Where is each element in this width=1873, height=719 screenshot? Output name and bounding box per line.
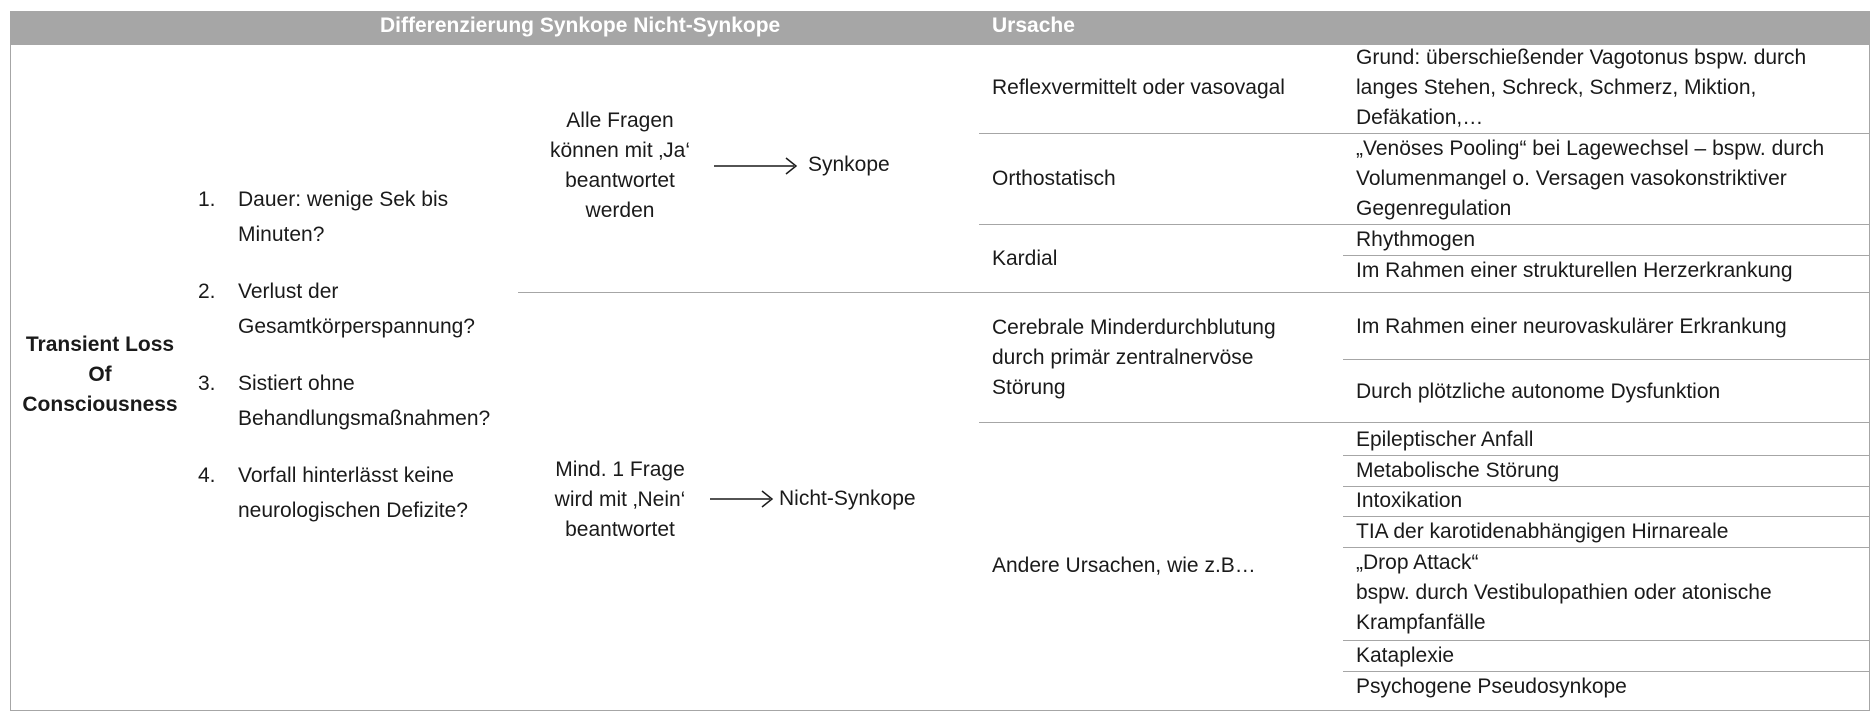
cause-kardial-rhythm: Rhythmogen	[1356, 228, 1476, 251]
header-bar	[10, 11, 1870, 45]
criterion-1: 1. Dauer: wenige Sek bis Minuten?	[198, 188, 449, 246]
other-intoxication: Intoxikation	[1356, 489, 1463, 512]
cause-reflex-label: Reflexvermittelt oder vasovagal	[992, 76, 1285, 99]
cause-kardial-structural: Im Rahmen einer strukturellen Herzerkrankung	[1356, 259, 1793, 282]
criterion-3: 3. Sistiert ohne Behandlungsmaßnahmen?	[198, 372, 491, 430]
cause-ortho-detail: „Venöses Pooling“ bei Lagewechsel – bspw. durch Volumenmangel o. Versagen vasokonstriktiver Gegenregulation	[1356, 137, 1825, 220]
yes-condition: Alle Fragen können mit ‚Ja‘ beantwortet werden	[549, 109, 691, 222]
arrow-right-icon	[712, 155, 800, 177]
criterion-2: 2. Verlust der Gesamtkörperspannung?	[198, 280, 475, 338]
cause-cerebral-neurovascular: Im Rahmen einer neurovaskulärer Erkrankung	[1356, 315, 1787, 338]
divider-cerebral-details	[1343, 359, 1870, 360]
result-synkope: Synkope	[808, 153, 890, 176]
cause-other-label: Andere Ursachen, wie z.B…	[992, 554, 1256, 577]
header-title-cause: Ursache	[992, 14, 1075, 37]
other-drop-attack: „Drop Attack“ bspw. durch Vestibulopathien oder atonische Krampfanfälle	[1356, 551, 1772, 634]
other-epileptic: Epileptischer Anfall	[1356, 428, 1534, 451]
header-title-differentiation: Differenzierung Synkope Nicht-Synkope	[380, 14, 781, 37]
other-psychogenic: Psychogene Pseudosynkope	[1356, 675, 1627, 698]
branch-divider	[518, 292, 1870, 293]
other-metabolic: Metabolische Störung	[1356, 459, 1560, 482]
result-nicht-synkope: Nicht-Synkope	[779, 487, 916, 510]
no-condition: Mind. 1 Frage wird mit ‚Nein‘ beantwortet	[554, 458, 686, 541]
criterion-4: 4. Vorfall hinterlässt keine neurologischen Defizite?	[198, 464, 468, 522]
cause-reflex-detail: Grund: überschießender Vagotonus bspw. durch langes Stehen, Schreck, Schmerz, Miktion, Defäkation,…	[1356, 46, 1807, 129]
criteria-list	[198, 182, 490, 550]
other-cataplexy: Kataplexie	[1356, 644, 1455, 667]
cause-cerebral-label: Cerebrale Minderdurchblutung durch primär zentralnervöse Störung	[992, 316, 1276, 399]
cause-cerebral-autonomic: Durch plötzliche autonome Dysfunktion	[1356, 380, 1721, 403]
other-tia: TIA der karotidenabhängigen Hirnareale	[1356, 520, 1729, 543]
divider-cerebral-other	[979, 422, 1870, 423]
arrow-right-icon	[708, 488, 776, 510]
cause-ortho-label: Orthostatisch	[992, 167, 1116, 190]
cause-kardial-label: Kardial	[992, 247, 1058, 270]
tloc-label: Transient Loss Of Consciousness	[22, 333, 178, 416]
